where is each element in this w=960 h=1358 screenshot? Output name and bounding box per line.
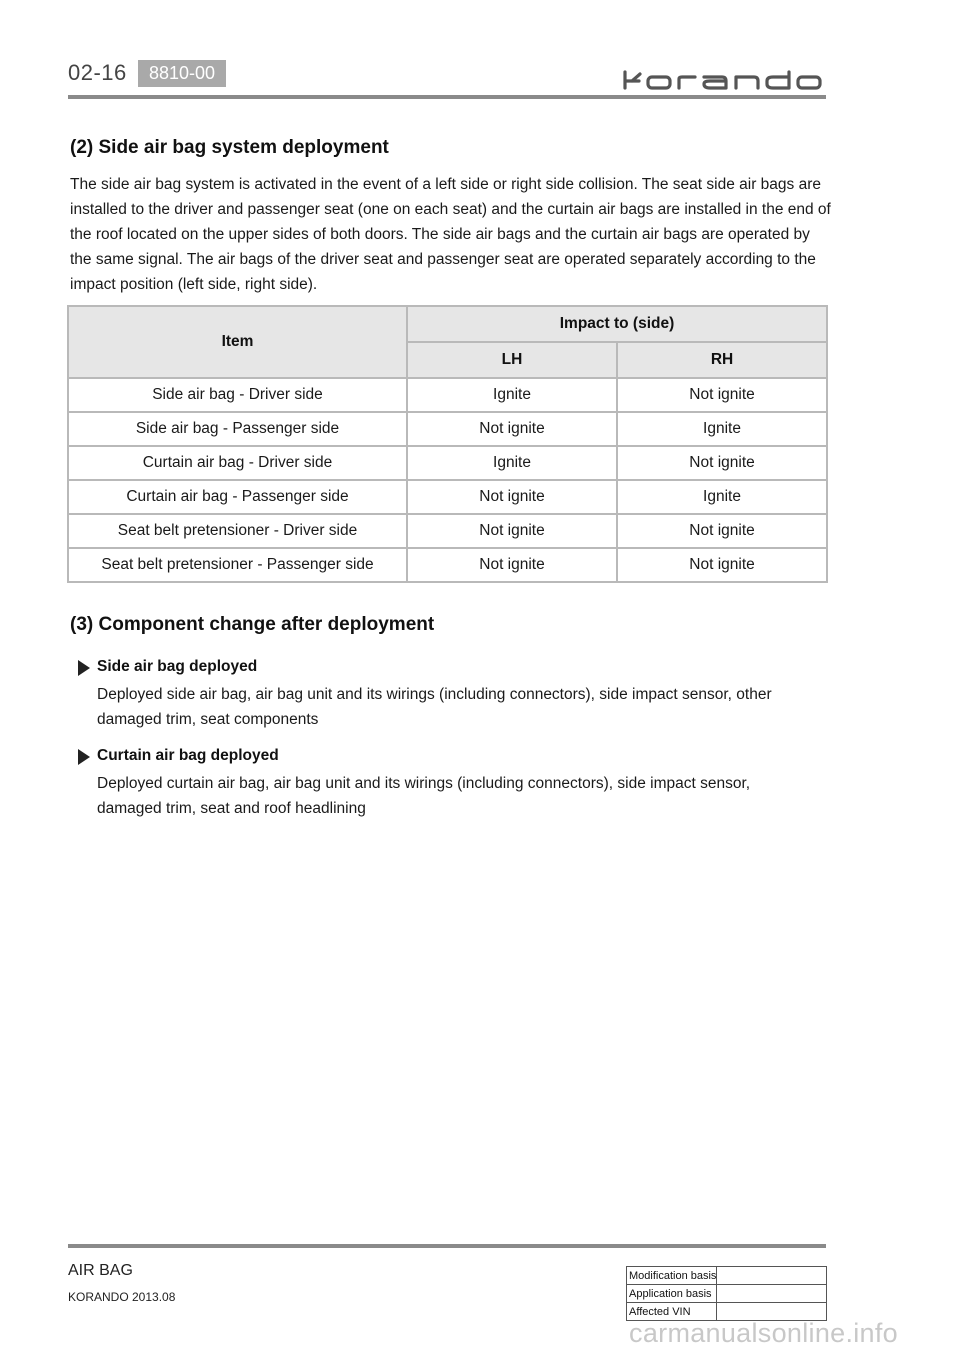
cell-item: Side air bag - Driver side [68, 378, 407, 412]
section-3-title: (3) Component change after deployment [70, 614, 435, 635]
revision-row [627, 1285, 827, 1303]
bullet-title: Curtain air bag deployed [97, 747, 279, 764]
footer-model-date: KORANDO 2013.08 [68, 1290, 176, 1304]
cell-item: Seat belt pretensioner - Driver side [68, 514, 407, 548]
footer-section-name: AIR BAG [68, 1262, 133, 1279]
play-triangle-icon [78, 660, 90, 676]
cell-item: Seat belt pretensioner - Passenger side [68, 548, 407, 582]
deployment-table [67, 305, 828, 583]
section-code-badge: 8810-00 [138, 60, 226, 87]
cell-item: Curtain air bag - Driver side [68, 446, 407, 480]
bullet-text: Deployed curtain air bag, air bag unit and its wirings (including connectors), side impact sensor, damaged trim, seat and roof headlining [97, 775, 751, 817]
cell-lh: Not ignite [407, 548, 617, 582]
bullet-side-air-bag [78, 658, 818, 728]
revision-label: Application basis [627, 1285, 717, 1303]
header-lh: LH [407, 342, 617, 378]
table-row [68, 378, 827, 412]
bullet-title: Side air bag deployed [97, 658, 258, 675]
cell-rh: Not ignite [617, 378, 827, 412]
table-row [68, 548, 827, 582]
revision-table [626, 1266, 827, 1321]
cell-rh: Not ignite [617, 514, 827, 548]
revision-value [717, 1267, 827, 1285]
play-triangle-icon [78, 749, 90, 765]
cell-lh: Not ignite [407, 514, 617, 548]
revision-label: Affected VIN [627, 1303, 717, 1321]
cell-item: Curtain air bag - Passenger side [68, 480, 407, 514]
revision-value [717, 1285, 827, 1303]
cell-lh: Not ignite [407, 412, 617, 446]
section-2-paragraph: The side air bag system is activated in the event of a left side or right side collision. The seat side air bags are installed to the driver and passenger seat (one on each seat) and the curtain air bags are installed in the end of the roof located on the upper sides of both doors. The side air bags and the curtain air bags are operated by the same signal. The air bags of the driver seat and passenger seat are operated separately according to the impact position (left side, right side). [70, 176, 831, 293]
header-rule [68, 95, 826, 99]
cell-lh: Ignite [407, 446, 617, 480]
section-2-title: (2) Side air bag system deployment [70, 137, 389, 158]
cell-item: Side air bag - Passenger side [68, 412, 407, 446]
watermark: carmanualsonline.info [629, 1318, 898, 1348]
korando-logo-icon [622, 70, 826, 92]
cell-rh: Ignite [617, 412, 827, 446]
cell-lh: Not ignite [407, 480, 617, 514]
table-row [68, 480, 827, 514]
table-row [68, 514, 827, 548]
revision-row [627, 1267, 827, 1285]
brand-logo [622, 70, 826, 97]
bullet-curtain-air-bag [78, 747, 818, 817]
cell-rh: Not ignite [617, 446, 827, 480]
table-row [68, 412, 827, 446]
cell-rh: Not ignite [617, 548, 827, 582]
table-row [68, 446, 827, 480]
header-impact-group: Impact to (side) [407, 306, 827, 342]
cell-rh: Ignite [617, 480, 827, 514]
header-rh: RH [617, 342, 827, 378]
footer-rule [68, 1244, 826, 1248]
revision-label: Modification basis [627, 1267, 717, 1285]
cell-lh: Ignite [407, 378, 617, 412]
page-number: 02-16 [68, 60, 127, 85]
header-item: Item [68, 306, 407, 378]
bullet-text: Deployed side air bag, air bag unit and its wirings (including connectors), side impact sensor, other damaged trim, seat components [97, 686, 772, 728]
